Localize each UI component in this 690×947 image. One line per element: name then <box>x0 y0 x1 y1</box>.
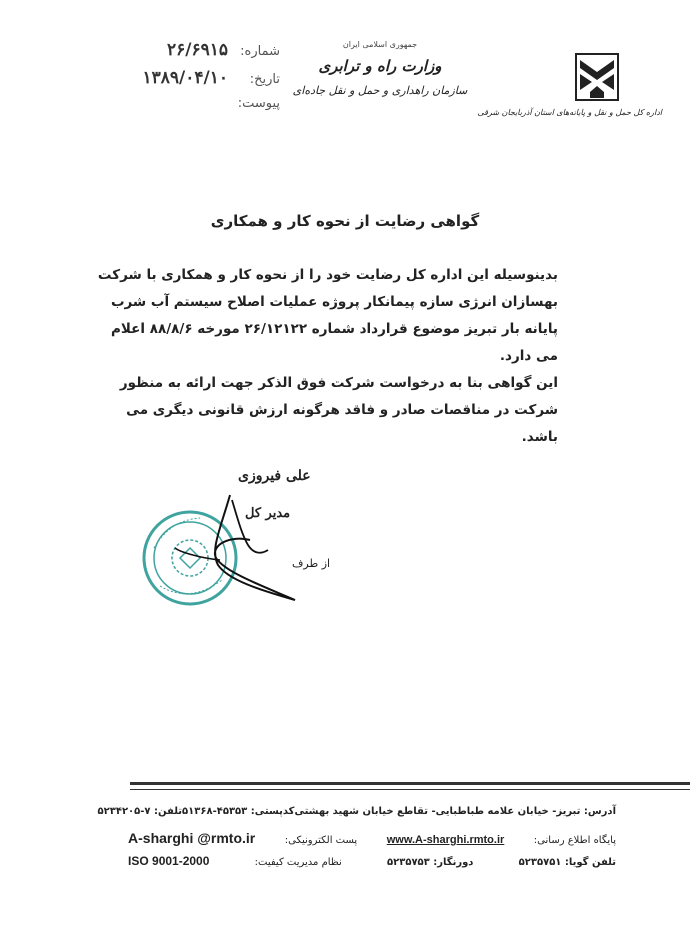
ministry-letterhead <box>270 40 490 97</box>
footer-divider <box>130 789 690 790</box>
on-behalf-label: از طرف <box>292 557 331 570</box>
number-value: ۲۶/۶۹۱۵ <box>167 40 228 60</box>
footer-quality-label: نظام مدیریت کیفیت: <box>254 857 342 868</box>
footer-postal-code: کدپستی: ۴۵۳۵۳-۵۱۳۶۸ <box>182 806 295 817</box>
letter-title: گواهی رضایت از نحوه کار و همکاری <box>210 212 480 230</box>
organization-logo-icon <box>574 52 620 102</box>
organization-name: سازمان راهداری و حمل و نقل جاده‌ای <box>292 84 468 97</box>
letter-body <box>88 262 558 451</box>
number-label: شماره: <box>240 44 280 59</box>
footer-website-label: پایگاه اطلاع رسانی: <box>533 835 616 846</box>
footer-phone: تلفن: ۷-۵۲۳۴۲۰۵ <box>97 806 183 817</box>
footer-address: آدرس: تبریز- خیابان علامه طباطبایی- تقاطع خیابان شهید بهشتی <box>294 806 616 817</box>
ministry-name: وزارت راه و ترابری <box>318 57 442 75</box>
body-paragraph: بدینوسیله این اداره کل رضایت خود را از نحوه کار و همکاری با شرکت بهسازان انرژی سازه پیمانکار پروژه عملیات اصلاح سیستم آب شرب پایانه بار تبریز موضوع قرارداد شماره ۲۶/۱۲۱۲۲ مورخه ۸۸/۸/۶ اعلام می دارد. <box>97 267 558 364</box>
footer-iso: ISO 9001-2000 <box>128 854 210 868</box>
date-value: ۱۳۸۹/۰۴/۱۰ <box>142 68 228 88</box>
footer-email-label: پست الکترونیکی: <box>284 835 358 846</box>
letter-meta <box>130 40 280 124</box>
republic-text: جمهوری اسلامی ایران <box>342 40 418 49</box>
footer-contact-line <box>128 854 616 878</box>
signatory-name: علی فیروزی <box>238 468 311 484</box>
footer-voice-phone: تلفن گویا: ۵۲۳۵۷۵۱ <box>518 857 616 868</box>
number-row <box>130 40 280 68</box>
body-paragraph: این گواهی بنا به درخواست شرکت فوق الذکر جهت ارائه به منظور شرکت در مناقصات صادر و فاقد هرگونه ارزش قانونی دیگری می باشد. <box>119 375 558 445</box>
attachment-label: پیوست: <box>237 96 280 111</box>
attachment-row <box>130 96 280 124</box>
date-label: تاریخ: <box>249 72 280 87</box>
signatory-position: مدیر کل <box>245 506 291 521</box>
date-row <box>130 68 280 96</box>
logo-caption: اداره کل حمل و نقل و پایانه‌های استان آذربایجان شرقی <box>477 108 662 117</box>
handwritten-signature-icon <box>120 440 340 610</box>
footer-divider <box>130 782 690 785</box>
footer-web-line <box>128 830 616 854</box>
footer-email-link[interactable]: A-sharghi @rmto.ir <box>128 830 256 846</box>
letter-footer <box>97 806 616 878</box>
logo-block <box>477 52 662 117</box>
footer-fax: دورنگار: ۵۲۳۵۷۵۳ <box>387 857 474 868</box>
footer-website-link[interactable]: www.A-sharghi.rmto.ir <box>386 834 505 846</box>
footer-address-line <box>97 806 616 830</box>
